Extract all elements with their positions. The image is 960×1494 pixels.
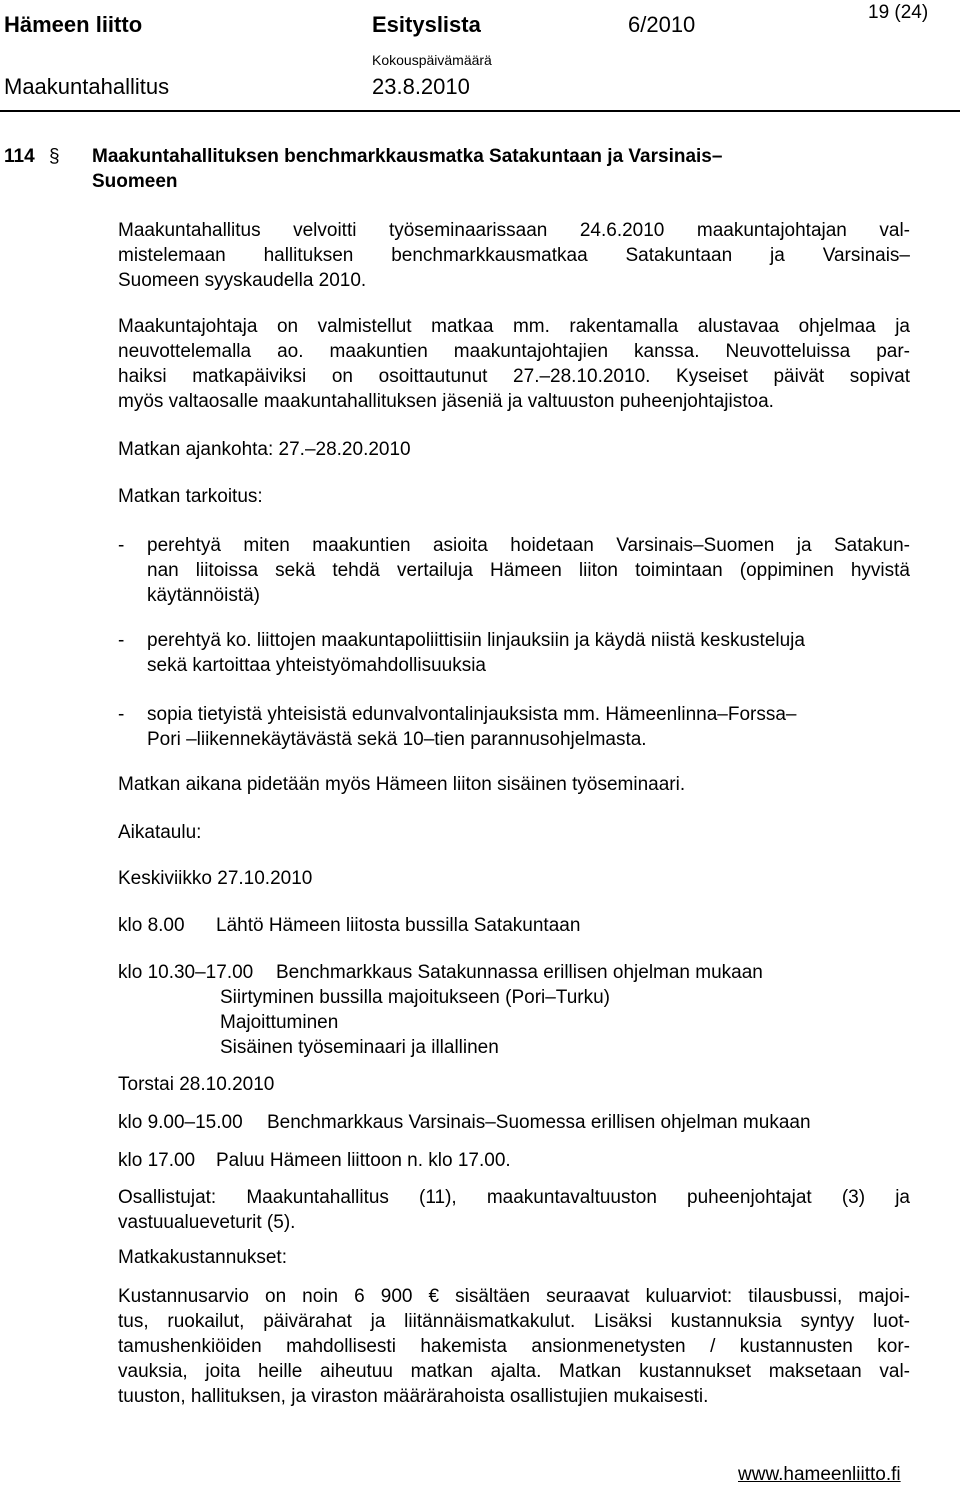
header-doc-number: 6/2010: [628, 12, 696, 37]
bullet-line: sekä kartoittaa yhteistyömahdollisuuksia: [147, 655, 487, 676]
bullet-dash: -: [118, 630, 125, 651]
header-body: Maakuntahallitus: [4, 74, 170, 99]
schedule-event: Sisäinen työseminaari ja illallinen: [220, 1037, 499, 1058]
header-meeting-date-label: Kokouspäivämäärä: [372, 52, 492, 68]
header-page-number: 19 (24): [868, 2, 929, 23]
header-divider: [0, 110, 960, 112]
paragraph-line: Maakuntajohtaja on valmistellut matkaa mm. rakentamalla alustavaa ohjelmaa ja: [118, 316, 910, 337]
trip-date: Matkan ajankohta: 27.–28.20.2010: [118, 439, 411, 460]
schedule-day: Keskiviikko 27.10.2010: [118, 868, 313, 889]
bullet-line: perehtyä miten maakuntien asioita hoidetaan Varsinais–Suomen ja Satakun-: [147, 535, 910, 556]
participants-line: vastuualueveturit (5).: [118, 1212, 296, 1233]
paragraph-line: Suomeen syyskaudella 2010.: [118, 270, 367, 291]
costs-label: Matkakustannukset:: [118, 1247, 287, 1268]
section-title-line2: Suomeen: [92, 171, 178, 192]
schedule-event: Benchmarkkaus Satakunnassa erillisen ohjelman mukaan: [276, 962, 763, 983]
paragraph-line: neuvottelemalla ao. maakuntien maakuntajohtajien kanssa. Neuvotteluissa par-: [118, 341, 910, 362]
costs-line: tamushenkiöiden mahdollisesti hakemista ansionmenetysten / kustannusten kor-: [118, 1336, 910, 1357]
participants-line: Osallistujat: Maakuntahallitus (11), maakuntavaltuuston puheenjohtajat (3) ja: [118, 1187, 910, 1208]
section-sign: §: [49, 146, 60, 167]
bullet-line: nan liitoissa sekä tehdä vertailuja Hämeen liiton toimintaan (oppiminen hyvistä: [147, 560, 910, 581]
schedule-time: klo 17.00: [118, 1150, 196, 1171]
schedule-event: Siirtyminen bussilla majoitukseen (Pori–Turku): [220, 987, 610, 1008]
schedule-time: klo 10.30–17.00: [118, 962, 254, 983]
schedule-day: Torstai 28.10.2010: [118, 1074, 275, 1095]
schedule-time: klo 9.00–15.00: [118, 1112, 243, 1133]
header-doc-type: Esityslista: [372, 12, 481, 37]
bullet-line: käytännöistä): [147, 585, 261, 606]
purpose-label: Matkan tarkoitus:: [118, 486, 263, 507]
paragraph-line: mistelemaan hallituksen benchmarkkausmatkaa Satakuntaan ja Varsinais–: [118, 245, 910, 266]
bullet-line: perehtyä ko. liittojen maakuntapoliittisiin linjauksiin ja käydä niistä keskusteluja: [147, 630, 805, 651]
bullet-line: sopia tietyistä yhteisistä edunvalvontalinjauksista mm. Hämeenlinna–Forssa–: [147, 704, 797, 725]
paragraph-line: myös valtaosalle maakuntahallituksen jäseniä ja valtuuston puheenjohtajistoa.: [118, 391, 774, 412]
bullet-dash: -: [118, 704, 125, 725]
costs-line: Kustannusarvio on noin 6 900 € sisältäen seuraavat kuluarviot: tilausbussi, majoi-: [118, 1286, 910, 1307]
schedule-label: Aikataulu:: [118, 822, 202, 843]
header-org: Hämeen liitto: [4, 12, 143, 37]
section-number: 114: [4, 146, 35, 167]
paragraph-line: Maakuntahallitus velvoitti työseminaarissaan 24.6.2010 maakuntajohtajan val-: [118, 220, 910, 241]
costs-line: tus, ruokailut, päivärahat ja liitännäismatkakulut. Lisäksi kustannuksia syntyy luot-: [118, 1311, 910, 1332]
costs-line: vauksia, joita heille aiheutuu matkan ajalta. Matkan kustannukset maksetaan val-: [118, 1361, 910, 1382]
costs-line: tuuston, hallituksen, ja viraston määrärahoista osallistujien mukaisesti.: [118, 1386, 709, 1407]
schedule-event: Paluu Hämeen liittoon n. klo 17.00.: [216, 1150, 511, 1171]
schedule-event: Majoittuminen: [220, 1012, 339, 1033]
footer-website-link[interactable]: www.hameenliitto.fi: [738, 1464, 901, 1485]
schedule-time: klo 8.00: [118, 915, 185, 936]
schedule-event: Benchmarkkaus Varsinais–Suomessa erillisen ohjelman mukaan: [267, 1112, 811, 1133]
bullet-dash: -: [118, 535, 125, 556]
section-title-line1: Maakuntahallituksen benchmarkkausmatka Satakuntaan ja Varsinais–: [92, 146, 723, 167]
paragraph-line: haiksi matkapäiviksi on osoittautunut 27.–28.10.2010. Kyseiset päivät sopivat: [118, 366, 910, 387]
seminar-note: Matkan aikana pidetään myös Hämeen liiton sisäinen työseminaari.: [118, 774, 686, 795]
bullet-line: Pori –liikennekäytävästä sekä 10–tien parannusohjelmasta.: [147, 729, 647, 750]
schedule-event: Lähtö Hämeen liitosta bussilla Satakuntaan: [216, 915, 581, 936]
header-meeting-date: 23.8.2010: [372, 74, 470, 99]
